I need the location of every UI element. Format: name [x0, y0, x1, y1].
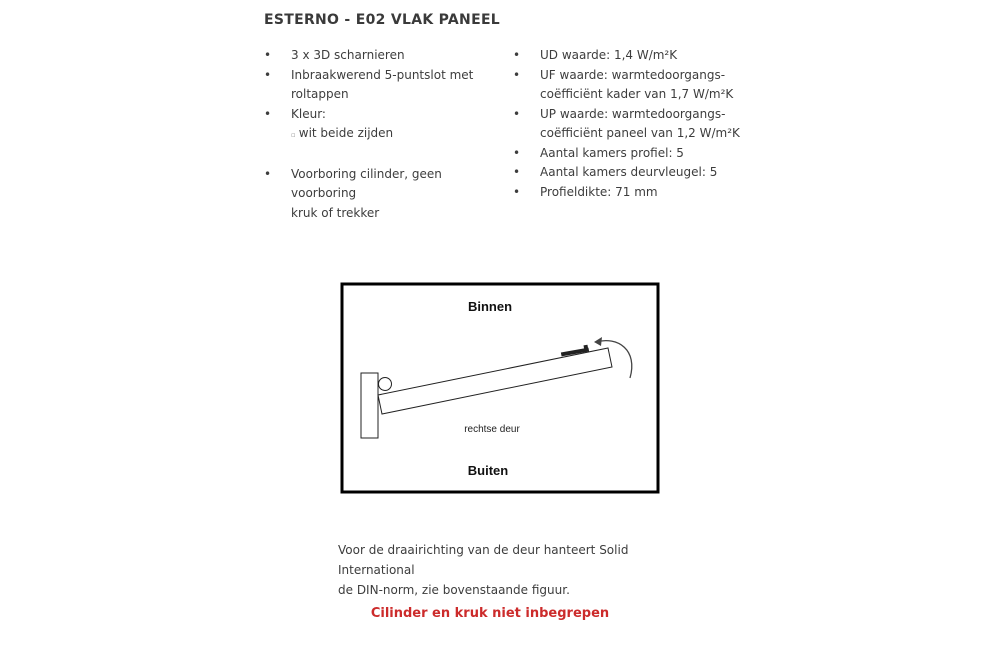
features-list [264, 46, 504, 223]
inside-label: Binnen [467, 299, 513, 314]
din-norm-note [338, 540, 698, 600]
product-title: ESTERNO - E02 VLAK PANEEL [264, 12, 501, 28]
outside-label: Buiten [467, 463, 509, 478]
list-item [264, 46, 504, 66]
list-item-text-cont: coëfficiënt kader van 1,7 W/m²K [540, 87, 734, 101]
bullet-icon: • [264, 67, 272, 82]
bullet-icon: • [264, 166, 272, 181]
list-item [264, 165, 504, 224]
list-item-text: Voorboring cilinder, geen voorboring [291, 166, 442, 200]
list-item-text-cont: coëfficiënt paneel van 1,2 W/m²K [540, 126, 740, 140]
square-bullet-icon: ▫ [291, 131, 296, 139]
bullet-icon: • [513, 48, 521, 62]
list-item [513, 163, 743, 183]
list-item-text: 3 x 3D scharnieren [291, 48, 405, 62]
sub-item-text: wit beide zijden [298, 126, 394, 140]
bullet-icon: • [513, 184, 521, 199]
note-line-2: de DIN-norm, zie bovenstaande figuur. [338, 583, 570, 597]
list-item-text: UF waarde: warmtedoorgangs- [540, 67, 726, 82]
bullet-icon: • [513, 165, 521, 179]
note-line-1: Voor de draairichting van de deur hanteert Solid International [338, 543, 629, 577]
bullet-icon: • [264, 48, 272, 62]
list-item [513, 183, 743, 203]
list-item-text: UP waarde: warmtedoorgangs- [540, 106, 726, 121]
list-item-text: Profieldikte: 71 mm [540, 184, 658, 199]
wall-post [361, 373, 378, 438]
door-direction-diagram [340, 282, 660, 494]
list-item-text: Kleur: [291, 106, 326, 121]
list-item [264, 105, 504, 146]
bullet-icon: • [264, 106, 272, 121]
list-item-text: Inbraakwerend 5-puntslot met [291, 67, 474, 82]
list-item [264, 66, 504, 105]
list-item [513, 144, 743, 164]
warning-text: Cilinder en kruk niet inbegrepen [370, 606, 610, 621]
bullet-icon: • [513, 106, 521, 121]
list-item [513, 66, 743, 105]
list-item-text: Aantal kamers profiel: 5 [540, 145, 684, 160]
specs-list [513, 46, 743, 202]
list-item-text-cont: kruk of trekker [291, 205, 380, 220]
bullet-icon: • [513, 67, 521, 82]
list-item [513, 105, 743, 144]
door-label: rechtse deur [464, 424, 520, 435]
bullet-icon: • [513, 145, 521, 160]
hinge-circle [379, 378, 392, 391]
list-item-text: Aantal kamers deurvleugel: 5 [540, 165, 718, 179]
sub-item [291, 124, 504, 146]
list-item-text: UD waarde: 1,4 W/m²K [540, 48, 678, 62]
list-item-text-cont: roltappen [291, 87, 349, 101]
list-item [513, 46, 743, 66]
